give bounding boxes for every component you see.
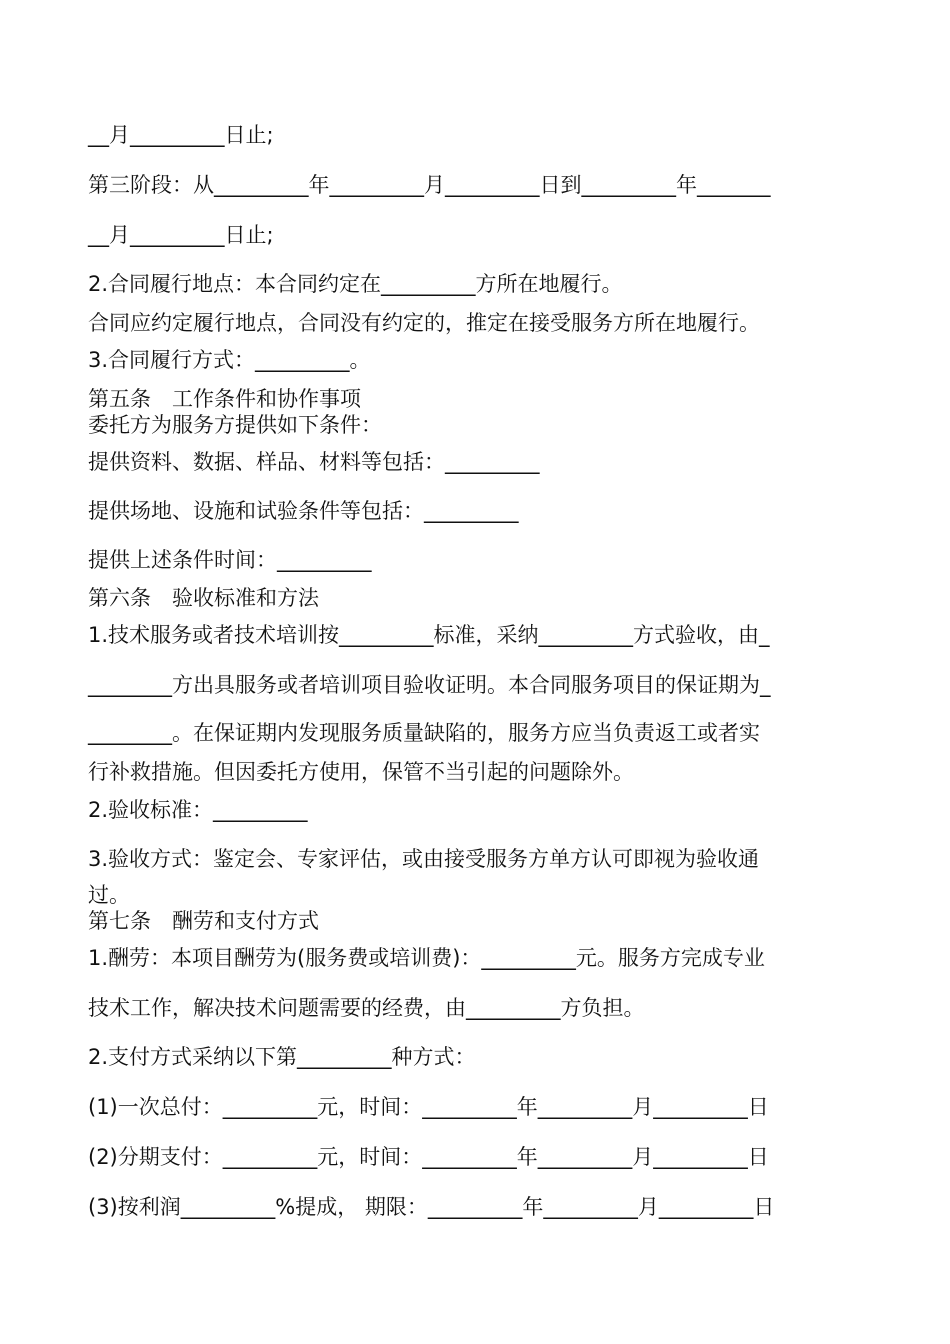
text-line: 合同应约定履行地点，合同没有约定的，推定在接受服务方所在地履行。 [88, 311, 760, 335]
text-line: (3)按利润_________%提成， 期限：_________年_________月_________日 [88, 1195, 775, 1219]
text-line: 过。 [88, 883, 130, 907]
text-line: (1)一次总付：_________元，时间：_________年_________月_________日 [88, 1095, 769, 1119]
text-line: 1.酬劳：本项目酬劳为(服务费或培训费)：_________元。服务方完成专业 [88, 946, 765, 970]
text-line: 提供资料、数据、样品、材料等包括：_________ [88, 450, 540, 474]
text-line: ________。在保证期内发现服务质量缺陷的，服务方应当负责返工或者实 [88, 721, 760, 745]
text-line: 委托方为服务方提供如下条件： [88, 413, 382, 437]
text-line: 3.合同履行方式：_________。 [88, 348, 371, 372]
text-line [88, 172, 868, 198]
text-line: 2.支付方式采纳以下第_________种方式： [88, 1045, 476, 1069]
text-line: 提供场地、设施和试验条件等包括：_________ [88, 499, 519, 523]
text-line: 提供上述条件时间：_________ [88, 548, 372, 572]
text-line: 行补救措施。但因委托方使用，保管不当引起的问题除外。 [88, 760, 634, 784]
text-line-content: 第三阶段：从_________年_________月_________日到_________年_______ [88, 173, 771, 197]
text-line: 技术工作，解决技术问题需要的经费，由_________方负担。 [88, 996, 645, 1020]
text-line: (2)分期支付：_________元，时间：_________年_________月_________日 [88, 1145, 769, 1169]
section-heading: 第五条 工作条件和协作事项 [88, 387, 361, 411]
text-line: 2.合同履行地点：本合同约定在_________方所在地履行。 [88, 272, 623, 296]
text-line: __月_________日止; [88, 123, 274, 147]
text-line: ________方出具服务或者培训项目验收证明。本合同服务项目的保证期为_ [88, 673, 771, 697]
section-heading: 第七条 酬劳和支付方式 [88, 909, 319, 933]
text-line: 3.验收方式：鉴定会、专家评估，或由接受服务方单方认可即视为验收通 [88, 847, 760, 871]
text-line: 2.验收标准：_________ [88, 798, 308, 822]
text-line: __月_________日止; [88, 223, 274, 247]
text-line: 1.技术服务或者技术培训按_________标准，采纳_________方式验收，由_ [88, 623, 770, 647]
section-heading: 第六条 验收标准和方法 [88, 586, 319, 610]
